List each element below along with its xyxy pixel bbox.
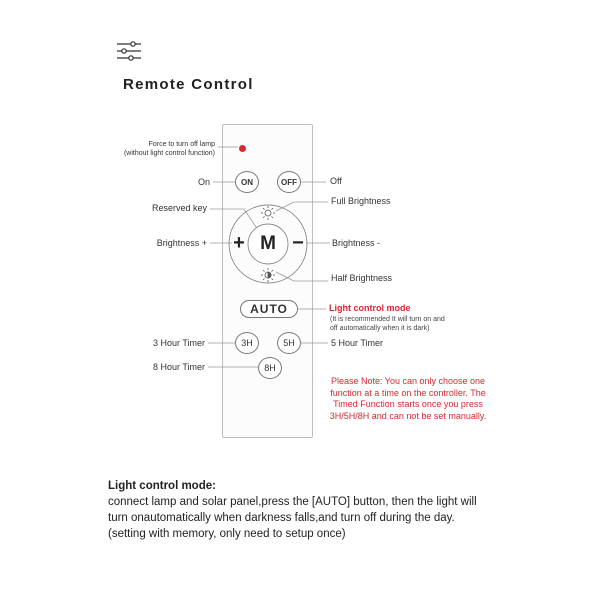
auto-button[interactable]: AUTO xyxy=(240,300,298,318)
reserved-key-label: Reserved key xyxy=(151,203,207,213)
timer-8h-label: 8 Hour Timer xyxy=(152,362,205,372)
light-control-mode-label: Light control mode xyxy=(329,303,411,313)
function-note: Please Note: You can only choose one function at a time on the controller. The Timed Function starts once you press 3H/5H/8H and can not be set manually. xyxy=(329,376,487,421)
brightness-plus-button[interactable]: + xyxy=(233,232,245,254)
timer-3h-button[interactable]: 3H xyxy=(235,332,259,354)
off-button[interactable]: OFF xyxy=(277,171,301,193)
half-brightness-label: Half Brightness xyxy=(331,273,393,283)
timer-3h-label: 3 Hour Timer xyxy=(152,338,205,348)
brightness-plus-label: Brightness + xyxy=(156,238,207,248)
timer-5h-button[interactable]: 5H xyxy=(277,332,301,354)
brightness-minus-label: Brightness - xyxy=(332,238,381,248)
full-brightness-label: Full Brightness xyxy=(331,196,391,206)
description-body: connect lamp and solar panel,press the [AUTO] button, then the light will turn onautomatically when darkness falls,and turn off during the day.(setting with memory, only need to setup once) xyxy=(108,496,477,540)
description-title: Light control mode: xyxy=(108,480,216,492)
force-off-label: Force to turn off lamp (without light control function) xyxy=(123,141,215,157)
mode-button[interactable]: M xyxy=(260,233,276,254)
off-label: Off xyxy=(330,176,342,186)
timer-5h-label: 5 Hour Timer xyxy=(331,338,384,348)
on-label: On xyxy=(197,177,210,187)
timer-8h-button[interactable]: 8H xyxy=(258,357,282,379)
page-title: Remote Control xyxy=(123,76,254,93)
brightness-minus-button[interactable]: − xyxy=(292,232,304,254)
light-control-note: (It is recommended It will turn on and off automatically when it is dark) xyxy=(330,316,445,332)
half-sun-icon xyxy=(261,268,275,282)
sun-icon xyxy=(261,206,275,220)
on-button[interactable]: ON xyxy=(235,171,259,193)
